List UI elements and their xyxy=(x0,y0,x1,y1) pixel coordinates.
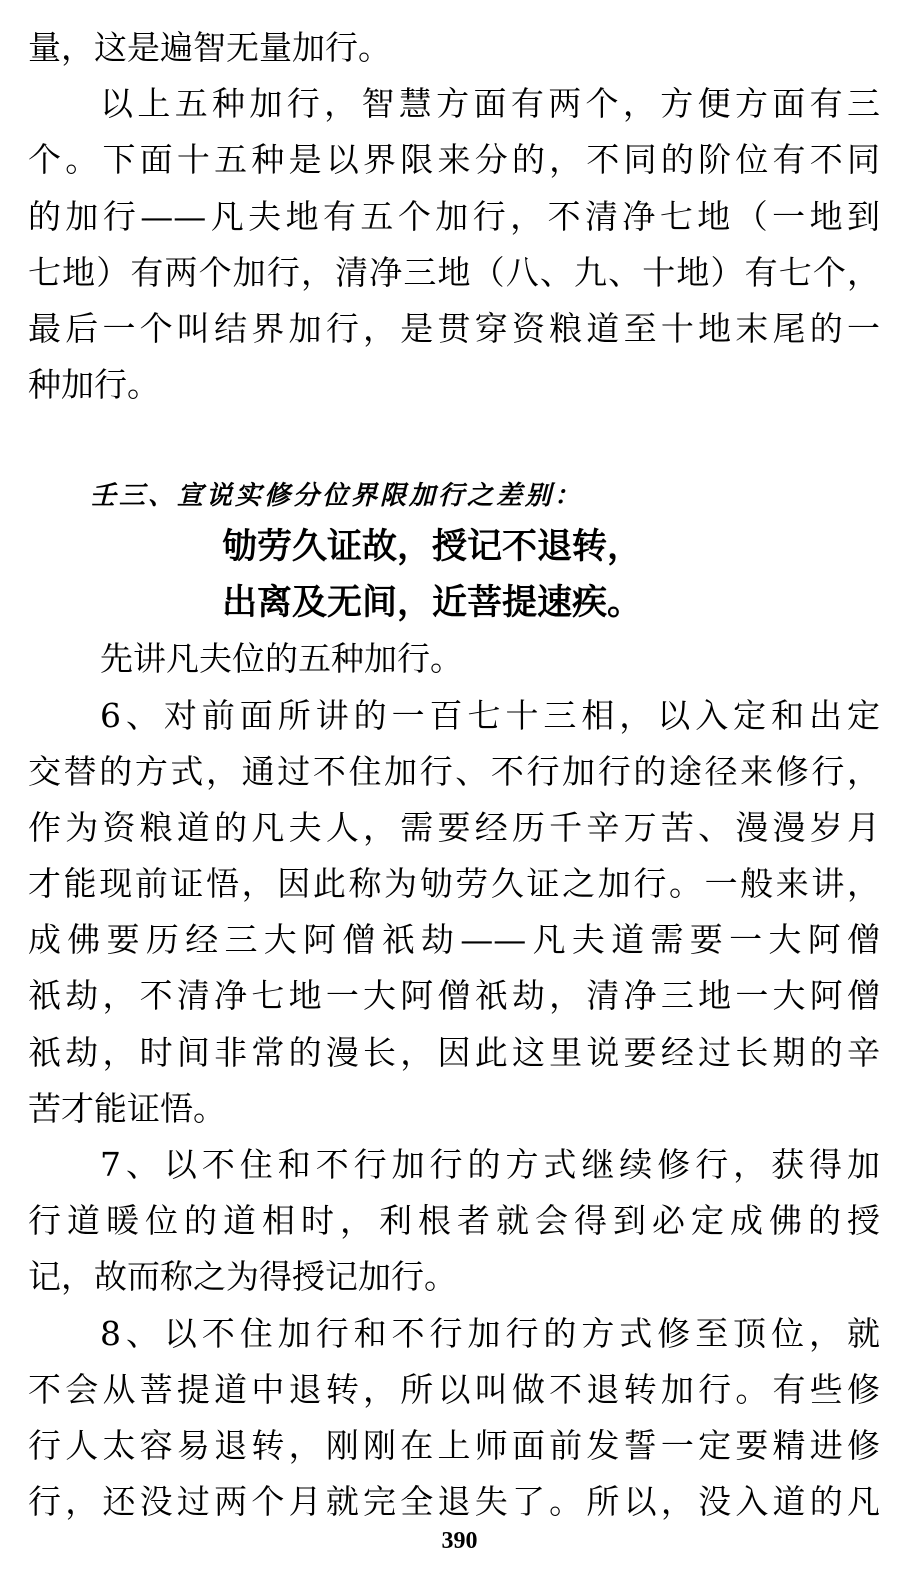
text-line: 祇劫，不清净七地一大阿僧祇劫，清净三地一大阿僧 xyxy=(28,976,880,1016)
text-line: 最后一个叫结界加行，是贯穿资粮道至十地末尾的一 xyxy=(28,308,880,348)
verse-line: 劬劳久证故，授记不退转， xyxy=(222,527,643,568)
text-line: 7、以不住和不行加行的方式继续修行，获得加 xyxy=(100,1145,880,1184)
text-line: 量，这是遍智无量加行。 xyxy=(28,28,391,67)
text-line: 苦才能证悟。 xyxy=(28,1088,226,1128)
text-line: 祇劫，时间非常的漫长，因此这里说要经过长期的辛 xyxy=(28,1032,880,1072)
page-number: 390 xyxy=(441,1528,478,1554)
text-line: 8、以不住加行和不行加行的方式修至顶位，就 xyxy=(100,1313,880,1353)
text-line: 行人太容易退转，刚刚在上师面前发誓一定要精进修 xyxy=(28,1425,880,1465)
text-line: 种加行。 xyxy=(28,365,160,405)
text-line: 才能现前证悟，因此称为劬劳久证之加行。一般来讲， xyxy=(28,864,880,904)
section-heading: 壬三、宣说实修分位界限加行之差别： xyxy=(90,481,584,512)
text-line: 七地）有两个加行，清净三地（八、九、十地）有七个， xyxy=(28,252,880,292)
text-line: 6、对前面所讲的一百七十三相，以入定和出定 xyxy=(100,695,880,735)
text-line: 成佛要历经三大阿僧祇劫——凡夫道需要一大阿僧 xyxy=(28,920,880,960)
text-line: 先讲凡夫位的五种加行。 xyxy=(100,639,463,679)
text-line: 的加行——凡夫地有五个加行，不清净七地（一地到 xyxy=(28,196,880,236)
text-line: 不会从菩提道中退转，所以叫做不退转加行。有些修 xyxy=(28,1369,880,1409)
text-line: 交替的方式，通过不住加行、不行加行的途径来修行， xyxy=(28,751,880,791)
verse-line: 出离及无间，近菩提速疾。 xyxy=(222,583,643,624)
page-body xyxy=(28,20,880,1530)
text-line: 以上五种加行，智慧方面有两个，方便方面有三 xyxy=(100,84,880,124)
text-line: 记，故而称之为得授记加行。 xyxy=(28,1257,457,1297)
text-line: 个。下面十五种是以界限来分的，不同的阶位有不同 xyxy=(28,140,880,180)
text-line: 行，还没过两个月就完全退失了。所以，没入道的凡 xyxy=(28,1482,880,1522)
text-line: 行道暖位的道相时，利根者就会得到必定成佛的授 xyxy=(28,1201,880,1241)
text-line: 作为资粮道的凡夫人，需要经历千辛万苦、漫漫岁月 xyxy=(28,807,880,847)
